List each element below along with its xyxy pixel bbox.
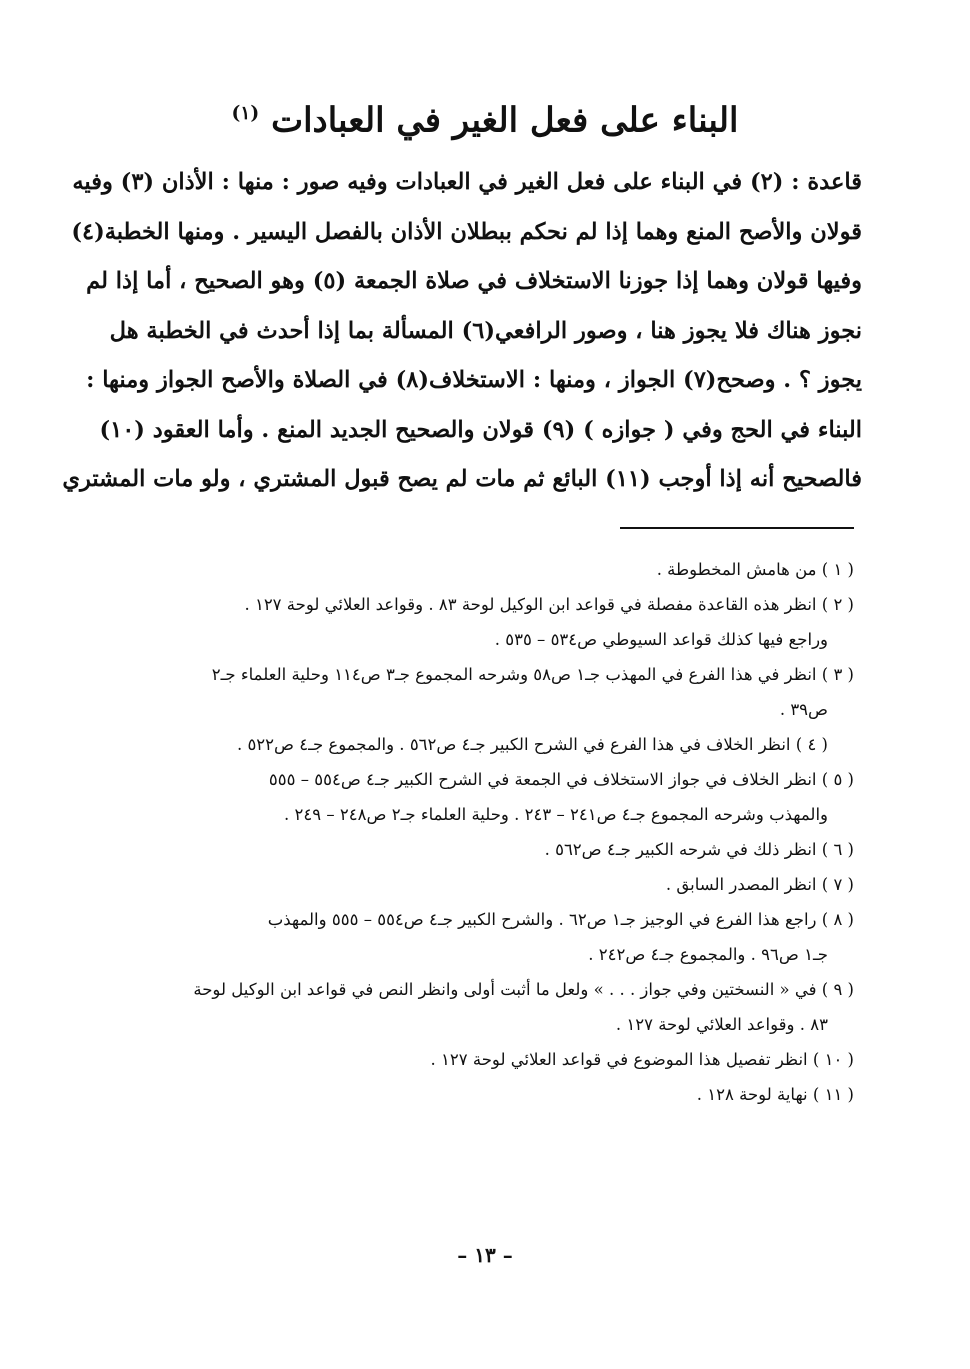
footnote-item bbox=[114, 1077, 854, 1112]
footnote-continuation: ٨٣ . وقواعد العلائي لوحة ١٢٧ . bbox=[615, 1015, 828, 1034]
title-footnote-ref: (١) bbox=[231, 102, 260, 124]
body-line: البناء في الحج وفي ( جوازه ) (٩) قولان والصحيح الجديد المنع . وأما العقود (١٠) bbox=[99, 416, 862, 443]
footnote-item bbox=[114, 657, 854, 727]
footnote-continuation: جـ١ ص٩٦ . والمجموع جـ٤ ص٢٤٢ . bbox=[588, 945, 828, 964]
footnote-text: ( ٨ ) راجع هذا الفرع في الوجيز جـ١ ص٦٢ . والشرح الكبير جـ٤ ص٥٥٤ – ٥٥٥ والمهذب bbox=[267, 910, 854, 929]
footnote-text: ( ٧ ) انظر المصدر السابق . bbox=[665, 875, 854, 894]
footnote-text: ( ٢ ) انظر هذه القاعدة مفصلة في قواعد ابن الوكيل لوحة ٨٣ . وقواعد العلائي لوحة ١٢٧ . bbox=[244, 595, 854, 614]
footnote-text: ( ٥ ) انظر الخلاف في جواز الاستخلاف في الجمعة في الشرح الكبير جـ٤ ص٥٥٤ – ٥٥٥ bbox=[268, 770, 854, 789]
footnote-item bbox=[114, 972, 854, 1042]
body-line: وفيها قولان وهما إذا جوزنا الاستخلاف في صلاة الجمعة (٥) وهو الصحيح ، أما إذا لم bbox=[86, 268, 862, 294]
footnote-text: ( ١ ) من هامش المخطوطة . bbox=[656, 560, 854, 579]
footnote-item bbox=[114, 902, 854, 972]
main-body-text bbox=[62, 158, 862, 505]
footnote-item bbox=[114, 552, 854, 587]
footnote-text: ( ١١ ) نهاية لوحة ١٢٨ . bbox=[696, 1085, 854, 1104]
footnote-text: ( ٤ ) انظر الخلاف في هذا الفرع في الشرح الكبير جـ٤ ص٥٦٢ . والمجموع جـ٤ ص٥٢٢ . bbox=[236, 735, 828, 754]
body-line: فالصحيح أنه إذا أوجب (١١) البائع ثم مات لم يصح قبول المشتري ، ولو مات المشتري bbox=[62, 466, 862, 492]
footnote-continuation: وراجع فيها كذلك قواعد السيوطي ص٥٣٤ – ٥٣٥ . bbox=[494, 630, 828, 649]
footnote-continuation: ص٣٩ . bbox=[779, 700, 828, 719]
footnote-item bbox=[114, 832, 854, 867]
body-line: يجوز ؟ . وصحح(٧) الجواز ، ومنها : الاستخلاف(٨) في الصلاة والأصح الجواز ومنها : bbox=[86, 367, 862, 393]
page-number: – ١٣ – bbox=[457, 1243, 513, 1267]
footnote-item bbox=[114, 762, 854, 832]
footnote-item bbox=[114, 727, 854, 762]
footnotes bbox=[114, 552, 854, 1112]
footnote-text: ( ٦ ) انظر ذلك في شرحه الكبير جـ٤ ص٥٦٢ . bbox=[544, 840, 854, 859]
footnote-text: ( ١٠ ) انظر تفصيل هذا الموضوع في قواعد العلائي لوحة ١٢٧ . bbox=[430, 1050, 854, 1069]
title-text: البناء على فعل الغير في العبادات bbox=[271, 100, 739, 141]
footnote-text: ( ٣ ) انظر في هذا الفرع في المهذب جـ١ ص٥٨ وشرحه المجموع جـ٣ ص١١٤ وحلية العلماء جـ٢ bbox=[211, 665, 854, 684]
footnote-item bbox=[114, 587, 854, 657]
body-line: نجوز هناك فلا يجوز هنا ، وصور الرافعي(٦) المسألة بما إذا أحدث في الخطبة هل bbox=[109, 317, 862, 344]
body-line: قولان والأصح المنع وهما إذا لم نحكم ببطلان الأذان بالفصل اليسير . ومنها الخطبة(٤) bbox=[71, 218, 862, 245]
page-title bbox=[0, 88, 970, 145]
footnote-item bbox=[114, 1042, 854, 1077]
footnote-text: ( ٩ ) في « النسختين وفي جواز . . . » ولعل ما أثبت أولى وانظر النص في قواعد ابن الوكيل لوحة bbox=[193, 980, 854, 999]
footnote-item bbox=[114, 867, 854, 902]
footnote-continuation: والمهذب وشرحه المجموع جـ٤ ص٢٤١ – ٢٤٣ . وحلية العلماء جـ٢ ص٢٤٨ – ٢٤٩ . bbox=[284, 805, 828, 824]
footnote-separator bbox=[620, 527, 854, 529]
body-line: قاعدة : (٢) في البناء على فعل الغير في العبادات وفيه صور : منها : الأذان (٣) وفيه bbox=[72, 169, 862, 195]
